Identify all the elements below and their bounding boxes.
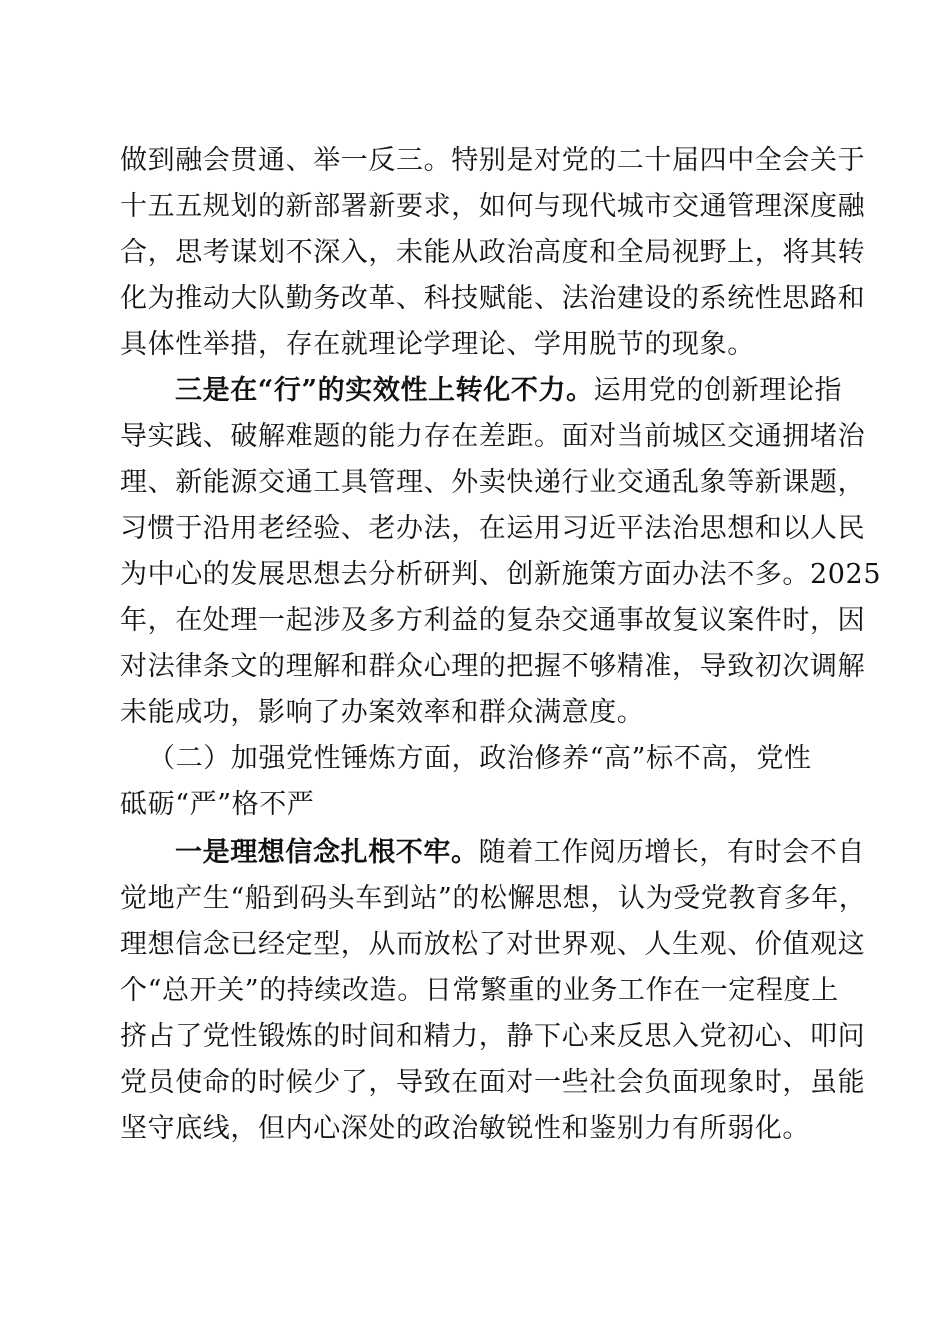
paragraph-one-first-line [175,830,866,876]
line-text: 合，思考谋划不深入，未能从政治高度和全局视野上，将其转 [120,237,866,268]
text-line [120,414,866,460]
line-text: 运用党的创新理论指 [593,375,843,406]
text-line [120,552,882,598]
text-line [120,598,866,644]
text-line [120,184,866,230]
line-text: 坚守底线，但内心深处的政治敏锐性和鉴别力有所弱化。 [120,1113,810,1144]
section-heading-line [148,736,833,782]
line-text: 对法律条文的理解和群众心理的把握不够精准，导致初次调解 [120,651,866,682]
text-line [120,230,866,276]
line-text: 个“总开关”的持续改造。日常繁重的业务工作在一定程度上 [120,975,839,1006]
section-heading-text: （二）加强党性锤炼方面，政治修养“高”标不高，党性 [148,743,812,774]
section-heading-line [120,782,832,828]
text-line [120,276,866,322]
line-text: 做到融会贯通、举一反三。特别是对党的二十届四中全会关于 [120,145,866,176]
line-text: 未能成功，影响了办案效率和群众满意度。 [120,697,645,728]
paragraph-three-first-line [175,368,843,414]
line-text: 导实践、破解难题的能力存在差距。面对当前城区交通拥堵治 [120,421,866,452]
line-text: 理想信念已经定型，从而放松了对世界观、人生观、价值观这 [120,929,866,960]
line-text: 觉地产生“船到码头车到站”的松懈思想，认为受党教育多年， [120,883,867,914]
line-text: 理、新能源交通工具管理、外卖快递行业交通乱象等新课题， [120,467,866,498]
line-text: 习惯于沿用老经验、老办法，在运用习近平法治思想和以人民 [120,513,866,544]
line-text: 党员使命的时候少了，导致在面对一些社会负面现象时，虽能 [120,1067,866,1098]
paragraph-heading: 一是理想信念扎根不牢。 [175,837,479,868]
line-text: 十五五规划的新部署新要求，如何与现代城市交通管理深度融 [120,191,866,222]
line-text: 为中心的发展思想去分析研判、创新施策方面办法不多。2025 [120,559,882,590]
section-heading-text: 砥砺“严”格不严 [120,789,315,820]
text-line [120,322,832,368]
line-text: 随着工作阅历增长，有时会不自 [478,837,866,868]
text-line [120,644,866,690]
text-line [120,1106,832,1152]
text-line [120,1014,866,1060]
line-text: 挤占了党性锻炼的时间和精力，静下心来反思入党初心、叩问 [120,1021,866,1052]
text-line [120,690,832,736]
paragraph-heading: 三是在“行”的实效性上转化不力。 [175,375,594,406]
text-line [120,138,866,184]
text-line [120,968,839,1014]
text-line [120,460,866,506]
text-line [120,1060,866,1106]
text-line [120,506,866,552]
text-line [120,922,866,968]
line-text: 具体性举措，存在就理论学理论、学用脱节的现象。 [120,329,755,360]
line-text: 年，在处理一起涉及多方利益的复杂交通事故复议案件时，因 [120,605,866,636]
line-text: 化为推动大队勤务改革、科技赋能、法治建设的系统性思路和 [120,283,866,314]
text-line [120,876,867,922]
